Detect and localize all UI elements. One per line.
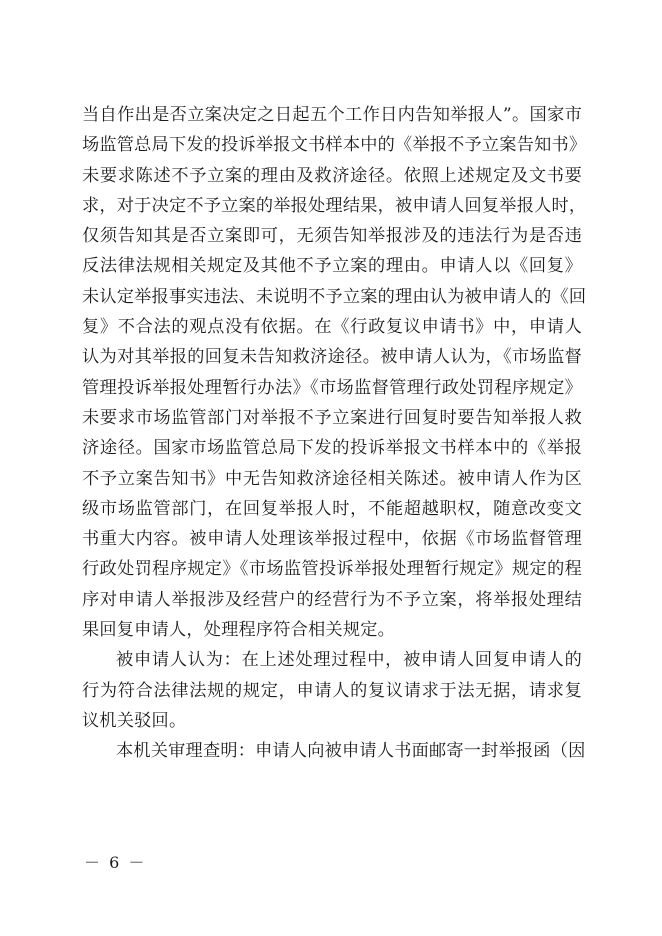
text-line: 行政处罚程序规定》《市场监管投诉举报处理暂行规定》规定的程 [82,559,582,580]
text-line: 仅须告知其是否立案即可，无须告知举报涉及的违法行为是否违 [82,226,582,247]
text-line: 议机关驳回。 [82,710,187,731]
text-line: 求，对于决定不予立案的举报处理结果，被申请人回复举报人时， [82,195,587,216]
text-line: 认为对其举报的回复未告知救济途径。被申请人认为，《市场监督 [82,347,582,368]
text-line: 复》不合法的观点没有依据。在《行政复议申请书》中，申请人 [82,317,582,338]
paragraph [82,645,582,736]
text-line: 未要求陈述不予立案的理由及救济途径。依照上述规定及文书要 [82,165,582,186]
text-line: 未认定举报事实违法、未说明不予立案的理由认为被申请人的《回 [82,286,587,307]
text-line: 级市场监管部门，在回复举报人时，不能超越职权，随意改变文 [82,498,582,519]
text-line: 场监管总局下发的投诉举报文书样本中的《举报不予立案告知书》 [82,135,587,156]
text-line: 果回复申请人，处理程序符合相关规定。 [82,620,395,641]
text-line: 书重大内容。被申请人处理该举报过程中，依据《市场监督管理 [82,529,582,550]
text-line: 管理投诉举报处理暂行办法》《市场监督管理行政处罚程序规定》 [82,377,582,398]
text-line: 不予立案告知书》中无告知救济途径相关陈述。被申请人作为区 [82,468,582,489]
text-line: 当自作出是否立案决定之日起五个工作日内告知举报人”。国家市 [82,105,582,125]
page-number: － 6 － [84,853,147,872]
text-line: 未要求市场监管部门对举报不予立案进行回复时要告知举报人救 [82,407,582,428]
text-line: 被申请人认为：在上述处理过程中，被申请人回复申请人的 [116,650,582,671]
text-line: 反法律法规相关规定及其他不予立案的理由。申请人以《回复》 [82,256,582,277]
text-line: 本机关审理查明：申请人向被申请人书面邮寄一封举报函（因 [116,741,586,762]
text-line: 济途径。国家市场监管总局下发的投诉举报文书样本中的《举报 [82,438,582,459]
text-line: 行为符合法律法规的规定，申请人的复议请求于法无据，请求复 [82,680,582,701]
body-text [82,100,587,767]
paragraph [82,736,586,766]
text-line: 序对申请人举报涉及经营户的经营行为不予立案，将举报处理结 [82,589,582,610]
paragraph [82,100,587,645]
